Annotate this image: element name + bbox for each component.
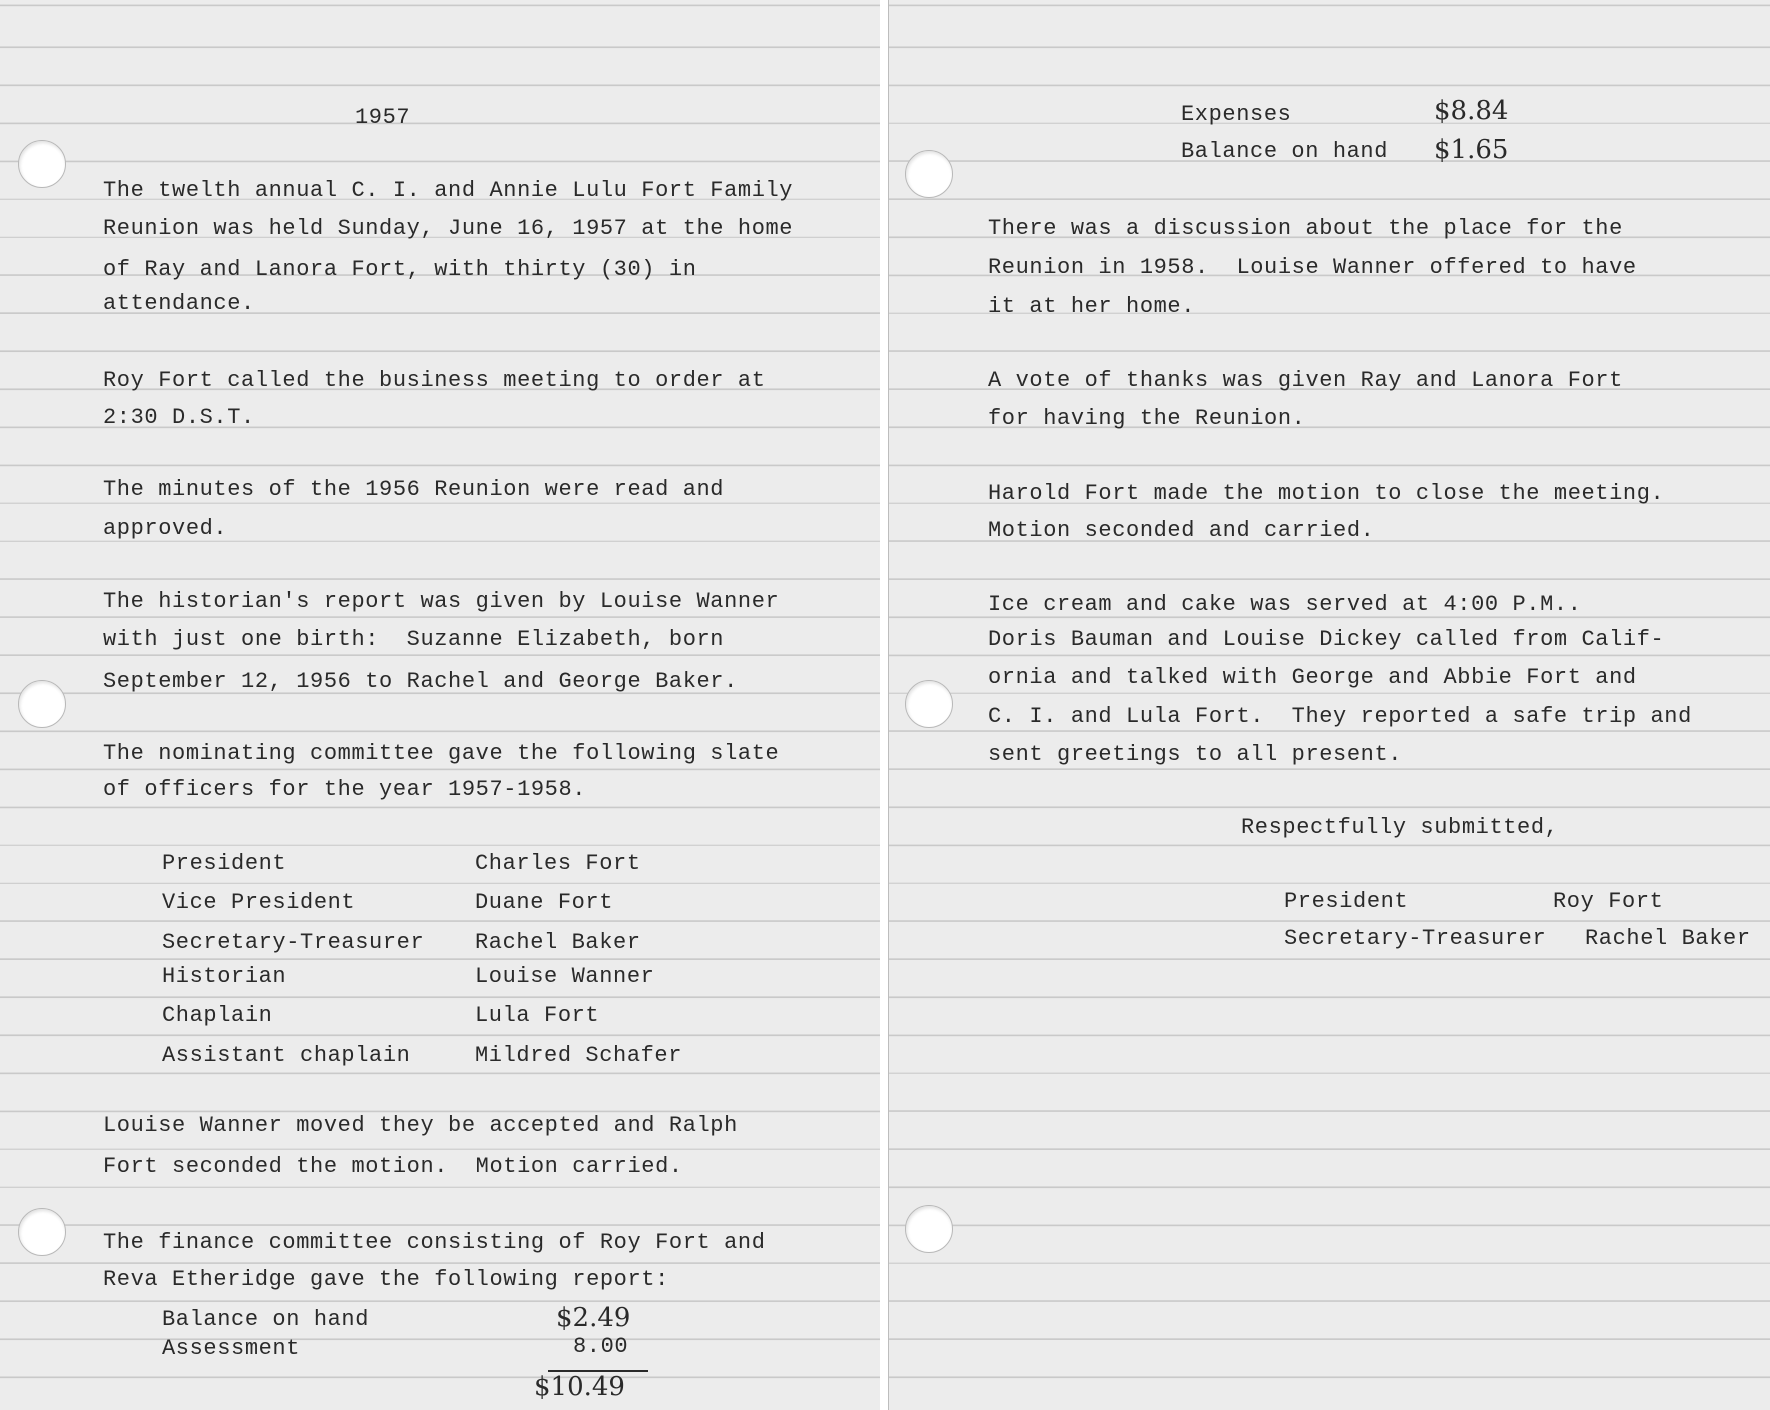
- officer-role: Vice President: [162, 890, 356, 915]
- signature-role: Secretary-Treasurer: [1284, 926, 1547, 951]
- text-line: approved.: [103, 516, 228, 541]
- page-year: 1957: [355, 105, 411, 130]
- text-line: Reunion in 1958. Louise Wanner offered to have: [988, 255, 1637, 280]
- officer-role: Chaplain: [162, 1003, 273, 1028]
- punch-hole: [905, 680, 953, 728]
- balance-value: $1.65: [1434, 135, 1509, 165]
- assessment-label: Assessment: [162, 1336, 301, 1361]
- punch-hole: [18, 680, 66, 728]
- text-line: The nominating committee gave the following slate: [103, 741, 780, 766]
- punch-hole: [18, 140, 66, 188]
- left-page: [0, 0, 881, 1410]
- right-page: [888, 0, 1770, 1410]
- punch-hole: [905, 1205, 953, 1253]
- text-line: of Ray and Lanora Fort, with thirty (30) in: [103, 257, 697, 282]
- expenses-label: Expenses: [1181, 102, 1292, 127]
- text-line: Ice cream and cake was served at 4:00 P.M..: [988, 592, 1582, 617]
- text-line: with just one birth: Suzanne Elizabeth, born: [103, 627, 725, 652]
- text-line: it at her home.: [988, 294, 1196, 319]
- text-line: ornia and talked with George and Abbie Fort and: [988, 665, 1637, 690]
- text-line: attendance.: [103, 291, 255, 316]
- text-line: Motion seconded and carried.: [988, 518, 1375, 543]
- signature-name: Roy Fort: [1553, 889, 1664, 914]
- text-line: The minutes of the 1956 Reunion were read and: [103, 477, 725, 502]
- officer-name: Lula Fort: [475, 1003, 600, 1028]
- text-line: Reunion was held Sunday, June 16, 1957 at the home: [103, 216, 794, 241]
- officer-role: Secretary-Treasurer: [162, 930, 425, 955]
- total-value: $10.49: [534, 1372, 625, 1402]
- closing-line: Respectfully submitted,: [1241, 815, 1559, 840]
- text-line: C. I. and Lula Fort. They reported a safe trip and: [988, 704, 1692, 729]
- signature-name: Rachel Baker: [1585, 926, 1751, 951]
- text-line: sent greetings to all present.: [988, 742, 1403, 767]
- text-line: The historian's report was given by Louise Wanner: [103, 589, 780, 614]
- text-line: Louise Wanner moved they be accepted and Ralph: [103, 1113, 738, 1138]
- text-line: September 12, 1956 to Rachel and George Baker.: [103, 669, 738, 694]
- text-line: Harold Fort made the motion to close the meeting.: [988, 481, 1665, 506]
- text-line: 2:30 D.S.T.: [103, 405, 255, 430]
- punch-hole: [905, 150, 953, 198]
- text-line: Fort seconded the motion. Motion carried.: [103, 1154, 683, 1179]
- balance-label: Balance on hand: [162, 1307, 370, 1332]
- text-line: The twelth annual C. I. and Annie Lulu Fort Family: [103, 178, 794, 203]
- balance-value: $2.49: [556, 1303, 631, 1333]
- officer-role: President: [162, 851, 287, 876]
- text-line: There was a discussion about the place for the: [988, 216, 1623, 241]
- text-line: Doris Bauman and Louise Dickey called from Calif-: [988, 627, 1665, 652]
- text-line: The finance committee consisting of Roy Fort and: [103, 1230, 766, 1255]
- signature-role: President: [1284, 889, 1409, 914]
- balance-label: Balance on hand: [1181, 139, 1389, 164]
- officer-name: Rachel Baker: [475, 930, 641, 955]
- page-gutter: [880, 0, 888, 1410]
- officer-role: Assistant chaplain: [162, 1043, 411, 1068]
- officer-name: Louise Wanner: [475, 964, 655, 989]
- text-line: Roy Fort called the business meeting to order at: [103, 368, 766, 393]
- officer-name: Charles Fort: [475, 851, 641, 876]
- assessment-value: 8.00: [573, 1334, 629, 1359]
- punch-hole: [18, 1208, 66, 1256]
- expenses-value: $8.84: [1434, 96, 1509, 126]
- text-line: of officers for the year 1957-1958.: [103, 777, 587, 802]
- officer-name: Duane Fort: [475, 890, 614, 915]
- text-line: A vote of thanks was given Ray and Lanora Fort: [988, 368, 1623, 393]
- officer-role: Historian: [162, 964, 287, 989]
- officer-name: Mildred Schafer: [475, 1043, 683, 1068]
- text-line: Reva Etheridge gave the following report:: [103, 1267, 669, 1292]
- text-line: for having the Reunion.: [988, 406, 1306, 431]
